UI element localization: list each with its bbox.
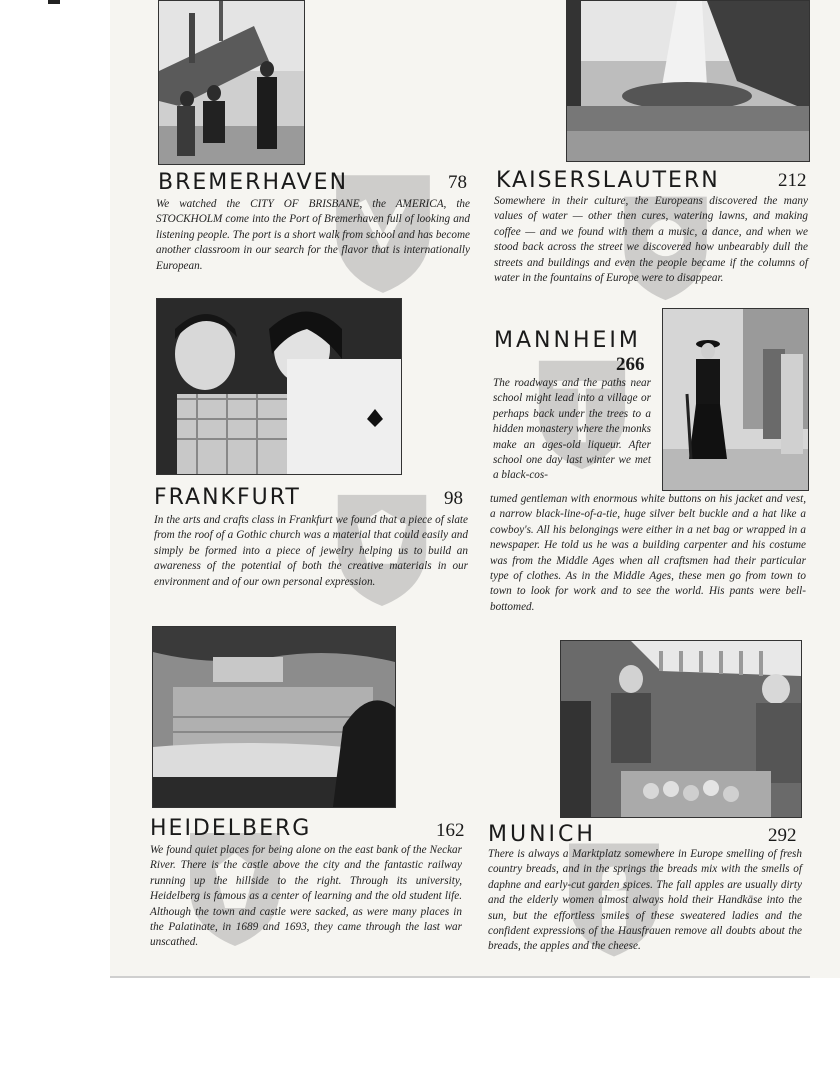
page-bottom-edge: [110, 976, 810, 978]
mannheim-title: MANNHEIM: [494, 328, 641, 353]
market-photo-icon: [561, 641, 801, 817]
munich-photo: [560, 640, 802, 818]
munich-page-number: 292: [768, 825, 797, 846]
bremerhaven-text: We watched the CITY OF BRISBANE, the AMERICA, the STOCKHOLM come into the Port of Bremerhaven full of looking and listening people. The port is a short walk from school and has become another classroom in our search for the flavor that is internationally European.: [156, 198, 470, 272]
frankfurt-page-number: 98: [444, 488, 463, 509]
bremerhaven-page-number: 78: [448, 172, 467, 193]
scan-mark: [48, 0, 60, 4]
carpenter-photo-icon: [663, 309, 808, 490]
munich-text: There is always a Marktplatz somewhere in Europe smelling of fresh country breads, and in the springs the breads mix with the smells of daphne and early-cut garden spices. The fall apples are usually dirty and the elderly women almost always hold their Handkäse into the sun, but the effortless smiles of these sweatered ladies and the confident expressions of the Hausfrauen remove all doubts about the breads, the apples and the cheese.: [488, 848, 802, 953]
frankfurt-text: In the arts and crafts class in Frankfurt we found that a piece of slate from the roof of a Gothic church was a material that could easily and simply be formed into a piece of jewelry helping us to build an awareness of the potential of both the creative materials in our environment and of our own personal expression.: [154, 514, 468, 588]
heidelberg-photo: [152, 626, 396, 808]
kaiserslautern-title: KAISERSLAUTERN: [496, 168, 720, 193]
mannheim-text-narrow: The roadways and the paths near school might lead into a village or perhaps back under the trees to a hidden monastery where the monks make an ages-old liqueur. After school one day last winter we met a black-cos-: [493, 377, 651, 482]
frankfurt-photo: [156, 298, 402, 475]
bremerhaven-title: BREMERHAVEN: [158, 170, 349, 195]
frankfurt-title: FRANKFURT: [154, 485, 301, 510]
heidelberg-page-number: 162: [436, 820, 465, 841]
ship-dock-photo-icon: [159, 1, 304, 164]
munich-title: MUNICH: [488, 822, 596, 847]
mannheim-photo: [662, 308, 809, 491]
city-view-photo-icon: [153, 627, 395, 807]
fountain-photo-icon: [567, 1, 809, 161]
kaiserslautern-page-number: 212: [778, 170, 807, 191]
heidelberg-text: We found quiet places for being alone on the east bank of the Neckar River. There is the castle above the city and the fantastic railway running up the hillside to the right. Through its university, Heidelberg is famous as a center of learning and the old student life. Although the town and castle were sacked, as were many places in the Palatinate, in 1689 and 1693, they came through the last war unscathed.: [150, 844, 462, 949]
kaiserslautern-photo: [566, 0, 810, 162]
kaiserslautern-text: Somewhere in their culture, the Europeans discovered the many values of water — other then cures, watering lawns, and making coffee — and we found with them a music, a dance, and when we stood back across the street we discovered how unbearably dull the streets and buildings and even the people became if the columns of water in the fountains of Europe were to disappear.: [494, 195, 808, 285]
bremerhaven-photo: [158, 0, 305, 165]
mannheim-page-number: 266: [616, 354, 645, 375]
mannheim-text-wide: tumed gentleman with enormous white buttons on his jacket and vest, a narrow black-line-of-a-tie, huge silver belt buckle and a hat like a cowboy's. All his belongings were either in a net bag or wrapped in a newspaper. He told us he was a building carpenter and his costume was from the Middle Ages when all craftsmen had their particular type of clothes. As in the Middle Ages, these men go from town to town to look for work and to see the world. His pants were bell-bottomed.: [490, 493, 806, 613]
heidelberg-title: HEIDELBERG: [150, 816, 312, 841]
students-photo-icon: [157, 299, 401, 474]
yearbook-page: [110, 0, 840, 978]
